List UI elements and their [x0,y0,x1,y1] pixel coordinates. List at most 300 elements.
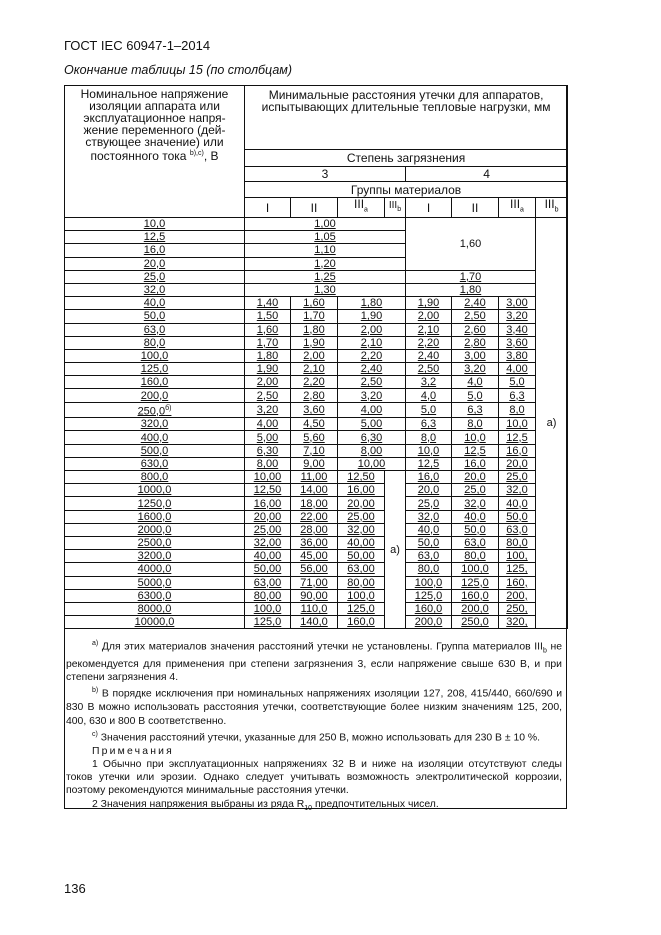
table-row [65,484,568,497]
creepage-cell: 5,0 [406,402,452,418]
voltage-value: 80,0 [143,336,166,349]
creepage-cell: 1,50 [245,310,291,323]
creepage-cell: 20,00 [338,497,385,510]
table-row [65,523,568,536]
creepage-cell: 100, [499,550,536,563]
creepage-cell: 8,0 [499,402,536,418]
voltage-value: 32,0 [143,284,166,297]
creepage-cell: 20,0 [406,484,452,497]
voltage-cell [65,257,245,270]
note-text: предпочтительных чисел. [312,798,439,810]
table-row [65,444,568,457]
creepage-cell: 50,0 [452,523,499,536]
table-row [65,363,568,376]
voltage-cell [65,471,245,484]
creepage-cell: 250, [499,602,536,615]
footnote-a-column: а) [385,471,406,629]
voltage-value: 125,0 [140,363,169,376]
table-row [65,283,568,296]
pollution-degree-header: Степень загрязнения [245,150,568,167]
creepage-cell: 2,40 [452,297,499,310]
table-row [65,576,568,589]
voltage-value: 10,0 [143,218,166,231]
creepage-cell: 25,0 [452,484,499,497]
creepage-cell: 4,0 [406,389,452,402]
group-header-4-I: I [406,198,452,218]
voltage-value: 20,0 [143,257,166,270]
footnote-text: Значения расстояний утечки, указанные для 250 В, можно использовать для 230 В ± 10 %. [100,732,541,744]
creepage-cell: 50,0 [499,510,536,523]
group-sub: b [554,206,559,214]
voltage-cell [65,444,245,457]
table-row [65,550,568,563]
voltage-cell [65,418,245,431]
creepage-cell: 2,50 [338,376,406,389]
creepage-cell: 200,0 [452,602,499,615]
creepage-cell: 100,0 [406,576,452,589]
creepage-cell: 50,0 [406,536,452,549]
creepage-cell: 320, [499,616,536,629]
table-row [65,431,568,444]
creepage-cell: 4,00 [338,402,406,418]
creepage-cell: 28,00 [291,523,338,536]
voltage-header-marks: b),c) [189,150,204,157]
creepage-cell: 100,0 [245,602,291,615]
table-row [65,323,568,336]
creepage-cell: 1,60 [245,323,291,336]
creepage-cell: 1,90 [406,297,452,310]
voltage-cell [65,363,245,376]
creepage-cell: 2,00 [245,376,291,389]
footnote-text: В порядке исключения при номинальных напряжениях изоляции 127, 208, 415/440, 660/690 и 830 В можно использовать расстояния утечки, соответствующие более низким значениям 125, 200, 400, 630 и 800 В соответственно. [66,688,563,727]
table-row [65,418,568,431]
table-row [65,297,568,310]
creepage-cell: 16,0 [499,444,536,457]
creepage-cell: 125,0 [338,602,385,615]
voltage-value: 10000,0 [134,616,175,629]
group-label: III [354,197,365,212]
group-sub: a [520,206,524,214]
creepage-cell: 6,30 [338,431,406,444]
creepage-cell: 2,50 [452,310,499,323]
voltage-cell [65,431,245,444]
voltage-header-unit: , В [203,149,219,163]
creepage-cell: 45,00 [291,550,338,563]
note-sub: 10 [304,804,313,812]
creepage-cell: 2,10 [406,323,452,336]
voltage-cell [65,218,245,231]
creepage-cell: 1,90 [338,310,406,323]
voltage-value: 1000,0 [137,484,172,497]
creepage-cell: 8,0 [406,431,452,444]
creepage-cell: 50,00 [338,550,385,563]
group-header-3-II: II [291,198,338,218]
creepage-cell: 1,60 [291,297,338,310]
group-label: III [510,197,521,212]
creepage-cell: 3,60 [499,336,536,349]
voltage-value: 100,0 [140,349,169,362]
creepage-distance-table [64,85,568,629]
creepage-cell: 2,20 [338,349,406,362]
page-number: 136 [64,881,86,896]
group-sub: a [364,206,368,214]
creepage-cell: 100,0 [338,589,385,602]
creepage-cell: 32,00 [245,536,291,549]
creepage-cell: 10,00 [338,457,406,470]
footnote-sub: b [542,647,547,655]
creepage-cell: 4,50 [291,418,338,431]
creepage-cell: 3,80 [499,349,536,362]
creepage-cell: 2,40 [338,363,406,376]
creepage-cell: 125,0 [452,576,499,589]
creepage-cell: 2,00 [406,310,452,323]
creepage-cell: 5,00 [245,431,291,444]
voltage-cell [65,497,245,510]
voltage-cell [65,310,245,323]
voltage-value: 1250,0 [137,497,172,510]
voltage-value: 1600,0 [137,510,172,523]
creepage-cell: 2,20 [406,336,452,349]
creepage-cell: 3,20 [338,389,406,402]
creepage-cell: 140,0 [291,616,338,629]
table-row [65,602,568,615]
creepage-cell: 40,00 [338,536,385,549]
creepage-cell: 125,0 [245,616,291,629]
footnote-c [66,728,562,745]
creepage-cell: 200,0 [406,616,452,629]
creepage-cell: 16,00 [338,484,385,497]
material-groups-header: Группы материалов [245,182,568,198]
group-header-3-IIIa [338,198,385,218]
creepage-cell: 5,60 [291,431,338,444]
document-code: ГОСТ IEC 60947-1–2014 [64,38,211,53]
creepage-cell: 20,00 [245,510,291,523]
table-row [65,349,568,362]
creepage-cell: 1,90 [291,336,338,349]
voltage-value: 800,0 [140,471,169,484]
voltage-cell [65,323,245,336]
creepage-cell: 7,10 [291,444,338,457]
note-text: 2 Значения напряжения выбраны из ряда R [92,798,305,810]
voltage-value: 5000,0 [137,576,172,589]
creepage-cell: 10,0 [499,418,536,431]
creepage-cell: 32,0 [406,510,452,523]
creepage-cell: 63,0 [406,550,452,563]
voltage-value: 63,0 [143,323,166,336]
voltage-value: 25,0 [143,270,166,283]
creepage-cell: 63,0 [452,536,499,549]
footnote-mark: а) [92,640,99,647]
voltage-cell [65,510,245,523]
voltage-cell [65,589,245,602]
footnote-b [66,684,562,727]
creepage-cell-4: 1,70 [406,270,536,283]
creepage-cell: 3,2 [406,376,452,389]
creepage-cell: 1,80 [338,297,406,310]
creepage-cell: 16,0 [452,457,499,470]
voltage-value: 500,0 [140,444,169,457]
voltage-cell [65,231,245,244]
footnote-mark: c) [92,730,98,738]
creepage-cell: 10,00 [245,471,291,484]
creepage-cell: 12,5 [406,457,452,470]
creepage-cell: 10,0 [406,444,452,457]
voltage-header-text: Номинальное напряжение изоляции аппарата или эксплуатационное напря-жение переменного (дей-ствующее значение) или постоянного тока [80,87,229,163]
table-row [65,510,568,523]
creepage-cell: 25,0 [499,471,536,484]
voltage-cell [65,336,245,349]
group-header-3-I: I [245,198,291,218]
voltage-value: 200,0 [140,389,169,402]
creepage-cell: 250,0 [452,616,499,629]
note-1: 1 Обычно при эксплуатационных напряжениях 32 В и ниже на изоляции отсутствуют следы токов утечки или эрозии. Однако следует учитывать возможность электролитической коррозии, поэтому рекомендуются минимальные расстояния утечки. [66,758,562,797]
creepage-cell-4: 1,80 [406,283,536,296]
voltage-value: 320,0 [140,418,169,431]
creepage-cell: 80,0 [406,563,452,576]
creepage-cell: 5,0 [499,376,536,389]
table-row [65,536,568,549]
footnote-mark: b) [92,687,99,695]
creepage-cell: 50,00 [245,563,291,576]
voltage-cell [65,457,245,470]
creepage-cell: 10,0 [452,431,499,444]
creepage-cell: 22,00 [291,510,338,523]
voltage-cell [65,484,245,497]
creepage-cell: 18,00 [291,497,338,510]
creepage-cell: 3,40 [499,323,536,336]
creepage-cell: 8,00 [245,457,291,470]
voltage-value: 16,0 [143,244,166,257]
creepage-cell: 3,00 [499,297,536,310]
voltage-cell [65,602,245,615]
creepage-cell: 14,00 [291,484,338,497]
creepage-cell: 6,3 [452,402,499,418]
group-header-3-IIIb [385,198,406,218]
voltage-cell [65,244,245,257]
voltage-cell [65,270,245,283]
creepage-cell: 2,40 [406,349,452,362]
voltage-value: 3200,0 [137,550,172,563]
creepage-cell: 4,0 [452,376,499,389]
creepage-cell: 1,70 [291,310,338,323]
creepage-cell-3: 1,20 [245,257,406,270]
creepage-cell: 90,00 [291,589,338,602]
creepage-cell: 1,90 [245,363,291,376]
note-2 [66,798,562,815]
voltage-value: 8000,0 [137,603,172,615]
creepage-cell: 12,50 [338,471,385,484]
table-row [65,563,568,576]
table-row [65,376,568,389]
creepage-cell: 80,00 [245,589,291,602]
creepage-cell: 9,00 [291,457,338,470]
group-header-4-II: II [452,198,499,218]
creepage-cell: 1,70 [245,336,291,349]
creepage-cell: 160,0 [452,589,499,602]
pollution-degree-3: 3 [245,167,406,182]
creepage-cell: 32,0 [452,497,499,510]
table-row [65,270,568,283]
voltage-value: 400,0 [140,431,169,444]
creepage-cell-3: 1,30 [245,283,406,296]
creepage-cell: 1,80 [291,323,338,336]
creepage-cell: 160,0 [406,602,452,615]
creepage-cell: 32,0 [499,484,536,497]
voltage-cell [65,576,245,589]
creepage-cell: 80,0 [452,550,499,563]
creepage-cell: 40,0 [406,523,452,536]
creepage-cell: 3,20 [452,363,499,376]
creepage-cell: 4,00 [499,363,536,376]
table-footnotes [66,637,562,815]
creepage-cell: 125, [499,563,536,576]
creepage-cell: 63,0 [499,523,536,536]
creepage-cell: 63,00 [245,576,291,589]
voltage-cell [65,376,245,389]
creepage-cell: 2,00 [338,323,406,336]
footnote-text: не рекомендуется для применения при степени загрязнения 3, если напряжение свыше 630 В, и при степени загрязнения 4. [66,641,563,684]
creepage-cell: 12,5 [499,431,536,444]
creepage-cell: 125,0 [406,589,452,602]
creepage-cell: 1,80 [245,349,291,362]
creepage-cell: 3,20 [245,402,291,418]
creepage-cell: 4,00 [245,418,291,431]
table-caption: Окончание таблицы 15 (по столбцам) [64,63,293,77]
voltage-value: 6300,0 [137,589,172,602]
creepage-cell: 56,00 [291,563,338,576]
voltage-cell [65,402,245,418]
creepage-cell: 25,00 [338,510,385,523]
creepage-cell: 100,0 [452,563,499,576]
creepage-cell: 6,3 [499,389,536,402]
voltage-value: 40,0 [143,297,166,310]
footnote-a-column: а) [536,218,568,629]
creepage-cell: 12,50 [245,484,291,497]
voltage-cell [65,297,245,310]
creepage-cell: 5,00 [338,418,406,431]
creepage-cell: 25,00 [245,523,291,536]
creepage-cell-3: 1,25 [245,270,406,283]
creepage-cell: 3,20 [499,310,536,323]
table-row [65,616,568,629]
creepage-cell: 200, [499,589,536,602]
creepage-cell-3: 1,10 [245,244,406,257]
creepage-cell: 160, [499,576,536,589]
table-row [65,310,568,323]
creepage-cell: 110,0 [291,602,338,615]
creepage-cell: 12,5 [452,444,499,457]
table-row [65,497,568,510]
voltage-cell [65,616,245,629]
creepage-cell: 6,30 [245,444,291,457]
creepage-cell: 40,0 [452,510,499,523]
table-row [65,589,568,602]
creepage-cell: 2,20 [291,376,338,389]
creepage-cell: 1,40 [245,297,291,310]
voltage-cell [65,283,245,296]
voltage-value: 50,0 [143,310,166,323]
voltage-cell [65,389,245,402]
table-row [65,389,568,402]
creepage-cell: 16,00 [245,497,291,510]
voltage-cell [65,523,245,536]
voltage-value: 250,0 [137,405,166,418]
table-row [65,471,568,484]
creepage-cell: 2,00 [291,349,338,362]
group-header-4-IIIb [536,198,568,218]
creepage-cell: 71,00 [291,576,338,589]
creepage-cell: 80,0 [499,536,536,549]
creepage-cell: 8,00 [338,444,406,457]
footnote-a [66,637,562,684]
voltage-value: 160,0 [140,376,169,389]
creepage-main-header: Минимальные расстояния утечки для аппаратов, испытывающих длительные тепловые нагрузки, мм [245,86,568,150]
creepage-cell: 2,60 [452,323,499,336]
voltage-column-header [65,86,245,218]
creepage-cell: 36,00 [291,536,338,549]
creepage-cell: 20,0 [499,457,536,470]
creepage-cell: 80,00 [338,576,385,589]
voltage-value: 630,0 [140,457,169,470]
table-row [65,336,568,349]
voltage-cell [65,536,245,549]
voltage-value: 2000,0 [137,523,172,536]
table-body [65,218,568,629]
creepage-cell: 2,50 [406,363,452,376]
creepage-cell: 32,00 [338,523,385,536]
creepage-cell: 5,0 [452,389,499,402]
footnote-text: Для этих материалов значения расстояний утечки не установлены. Группа материалов III [101,641,543,653]
creepage-cell: 2,10 [338,336,406,349]
notes-heading: Примечания [92,745,174,757]
creepage-cell: 3,60 [291,402,338,418]
pollution-degree-4: 4 [406,167,568,182]
voltage-value: 12,5 [143,231,166,244]
creepage-cell: 6,3 [406,418,452,431]
voltage-cell [65,563,245,576]
creepage-cell: 16,0 [406,471,452,484]
creepage-cell: 3,00 [452,349,499,362]
creepage-cell: 8,0 [452,418,499,431]
table-row [65,402,568,418]
creepage-cell: 2,80 [291,389,338,402]
table-row [65,218,568,231]
voltage-cell [65,550,245,563]
creepage-cell: 20,0 [452,471,499,484]
creepage-cell: 2,10 [291,363,338,376]
creepage-cell: 63,00 [338,563,385,576]
creepage-cell-3: 1,05 [245,231,406,244]
creepage-cell-4-merged: 1,60 [406,218,536,271]
table-row [65,457,568,470]
voltage-value: 4000,0 [137,563,172,576]
creepage-cell: 40,00 [245,550,291,563]
group-label: III [388,199,398,211]
creepage-cell: 25,0 [406,497,452,510]
group-header-4-IIIa [499,198,536,218]
creepage-cell: 2,80 [452,336,499,349]
creepage-cell: 40,0 [499,497,536,510]
voltage-cell [65,349,245,362]
creepage-cell: 11,00 [291,471,338,484]
group-label: III [544,197,555,212]
creepage-cell-3: 1,00 [245,218,406,231]
voltage-value: 2500,0 [137,537,172,550]
creepage-cell: 2,50 [245,389,291,402]
voltage-footnote-mark: б) [165,404,172,412]
group-sub: b [397,205,402,213]
creepage-cell: 160,0 [338,616,385,629]
